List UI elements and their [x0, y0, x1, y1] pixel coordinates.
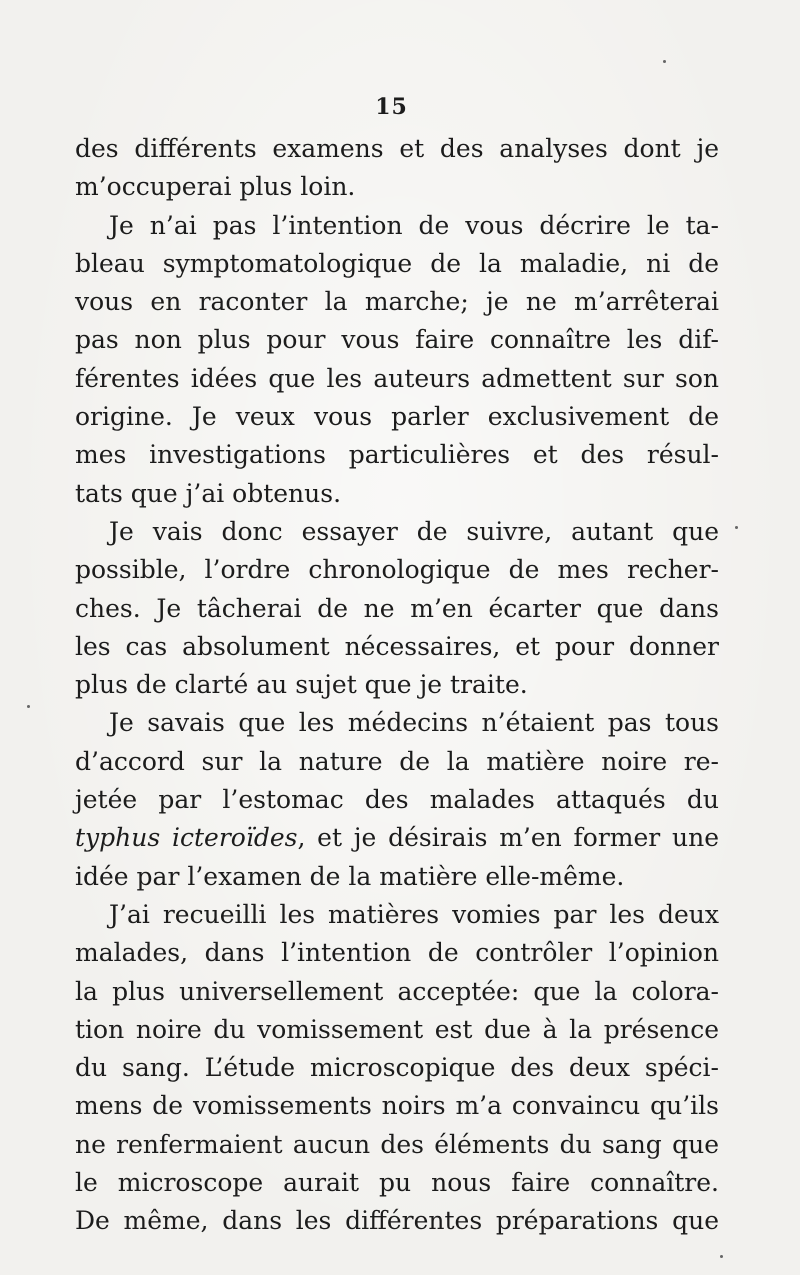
text-line: les cas absolument nécessaires, et pour donner [75, 631, 719, 661]
text-line: du sang. L’étude microscopique des deux spéci- [75, 1053, 719, 1083]
text-line: m’occuperai plus loin. [75, 172, 356, 202]
italic-term: typhus icteroïdes [75, 823, 298, 853]
text-line: ne renfermaient aucun des éléments du sang que [75, 1129, 719, 1159]
paper-speck [27, 705, 30, 708]
paper-speck [720, 1255, 723, 1258]
text-line: J’ai recueilli les matières vomies par les deux [109, 899, 719, 929]
text-line: bleau symptomatologique de la maladie, ni de [75, 248, 719, 278]
text-run: , et je désirais m’en former une [297, 823, 719, 853]
text-line: possible, l’ordre chronologique de mes recher- [75, 555, 719, 585]
text-line: De même, dans les différentes préparations que [75, 1206, 719, 1236]
text-line: le microscope aurait pu nous faire connaître. [75, 1168, 719, 1198]
text-line: férentes idées que les auteurs admettent sur son [75, 363, 719, 393]
paper-speck [663, 60, 666, 63]
text-line: malades, dans l’intention de contrôler l’opinion [75, 938, 719, 968]
text-line: Je n’ai pas l’intention de vous décrire le ta- [109, 210, 719, 240]
text-line: d’accord sur la nature de la matière noire re- [75, 746, 719, 776]
body-text [75, 130, 719, 1241]
text-line: vous en raconter la marche; je ne m’arrêterai [75, 287, 719, 317]
text-line: mens de vomissements noirs m’a convaincu qu’ils [75, 1091, 719, 1121]
text-line: jetée par l’estomac des malades attaqués du [75, 785, 719, 815]
text-line [75, 819, 719, 857]
text-line: Je vais donc essayer de suivre, autant que [109, 516, 719, 546]
text-line: idée par l’examen de la matière elle-même. [75, 861, 625, 891]
text-line: Je savais que les médecins n’étaient pas tous [109, 708, 719, 738]
text-line: tats que j’ai obtenus. [75, 478, 342, 508]
text-line: mes investigations particulières et des résul- [75, 440, 719, 470]
text-line: pas non plus pour vous faire connaître les dif- [75, 325, 719, 355]
text-line: ches. Je tâcherai de ne m’en écarter que dans [75, 593, 719, 623]
paper-speck [735, 526, 738, 529]
text-line: des différents examens et des analyses dont je [75, 134, 719, 163]
text-line: la plus universellement acceptée: que la colora- [75, 976, 719, 1006]
text-line: tion noire du vomissement est due à la présence [75, 1014, 719, 1044]
text-line: plus de clarté au sujet que je traite. [75, 670, 528, 700]
page-number: 15 [375, 94, 408, 120]
text-line: origine. Je veux vous parler exclusivement de [75, 402, 719, 432]
